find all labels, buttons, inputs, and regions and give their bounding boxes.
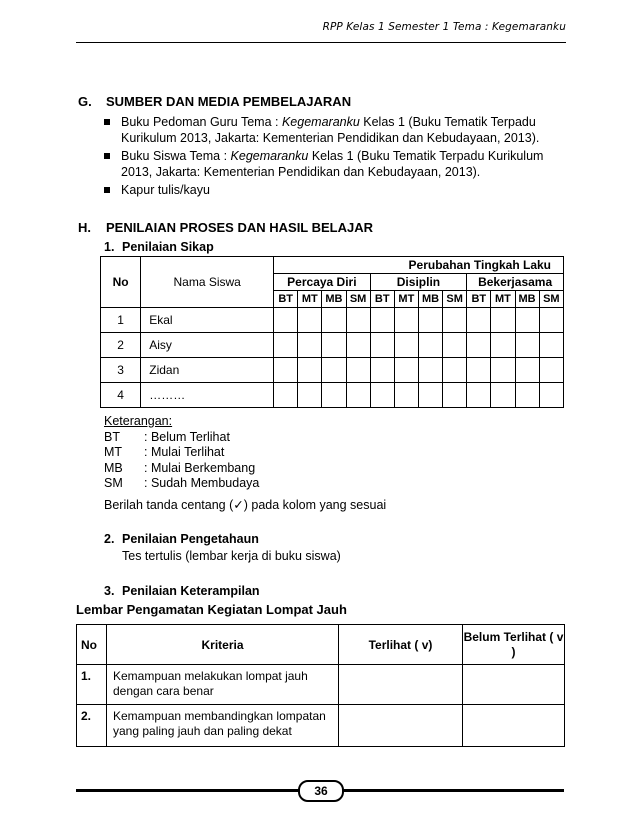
- header-level: BT: [370, 291, 394, 308]
- student-name: Aisy: [141, 333, 274, 358]
- check-cell[interactable]: [491, 333, 515, 358]
- check-cell[interactable]: [370, 358, 394, 383]
- skill-header-no: No: [77, 625, 107, 665]
- header-level: MB: [322, 291, 346, 308]
- table-row: [101, 333, 564, 358]
- resource-emphasis: Kegemaranku: [281, 115, 360, 129]
- check-cell[interactable]: [515, 308, 539, 333]
- check-cell[interactable]: [346, 358, 370, 383]
- table-row: [101, 383, 564, 408]
- running-header: RPP Kelas 1 Semester 1 Tema : Kegemaranku: [322, 21, 566, 33]
- check-cell[interactable]: [443, 333, 467, 358]
- resource-emphasis: Kegemaranku: [230, 149, 309, 163]
- skill-header-not-seen: Belum Terlihat ( v ): [463, 625, 565, 665]
- legend-item: [104, 445, 386, 461]
- header-level: MB: [418, 291, 442, 308]
- page-number: 36: [298, 780, 344, 802]
- legend-desc: : Mulai Berkembang: [144, 460, 256, 475]
- check-cell[interactable]: [467, 308, 491, 333]
- footer-rule-right: [338, 789, 564, 792]
- skill-seen-cell[interactable]: [339, 665, 463, 705]
- skill-row-no: 1.: [77, 665, 107, 705]
- check-cell[interactable]: [274, 358, 298, 383]
- check-cell[interactable]: [418, 383, 442, 408]
- header-level: BT: [467, 291, 491, 308]
- attitude-table-body: [101, 308, 564, 408]
- skill-not-seen-cell[interactable]: [463, 665, 565, 705]
- sub-heading-attitude: [104, 240, 214, 254]
- resource-item: [103, 114, 573, 146]
- legend-title: Keterangan:: [104, 414, 173, 428]
- check-cell[interactable]: [539, 383, 563, 408]
- legend-desc: : Sudah Membudaya: [144, 476, 260, 490]
- check-cell[interactable]: [322, 308, 346, 333]
- check-cell[interactable]: [443, 358, 467, 383]
- knowledge-description: Tes tertulis (lembar kerja di buku siswa): [122, 549, 341, 563]
- check-cell[interactable]: [491, 308, 515, 333]
- check-cell[interactable]: [298, 333, 322, 358]
- resource-item: [103, 148, 573, 180]
- skill-header-criteria: Kriteria: [107, 625, 339, 665]
- sub-heading-knowledge: [104, 532, 259, 546]
- skill-row-criteria: Kemampuan membandingkan lompatan yang paling jauh dan paling dekat: [107, 705, 339, 747]
- sub-number: 3.: [104, 584, 115, 598]
- skill-observation-table: [76, 624, 565, 747]
- check-cell[interactable]: [346, 333, 370, 358]
- check-cell[interactable]: [274, 333, 298, 358]
- resource-text: Kelas 1 (Buku Tematik Terpadu Kurikulum 2013, Jakarta: Kementerian Pendidikan dan Kebudayaan, 2013).: [121, 149, 544, 179]
- legend-item: [104, 430, 386, 446]
- header-level: SM: [346, 291, 370, 308]
- header-behavior-change: Perubahan Tingkah Laku: [274, 257, 564, 274]
- footer-rule-left: [76, 789, 300, 792]
- check-cell[interactable]: [322, 333, 346, 358]
- attitude-assessment-table: [100, 256, 564, 408]
- check-cell[interactable]: [515, 358, 539, 383]
- check-cell[interactable]: [298, 308, 322, 333]
- check-cell[interactable]: [539, 308, 563, 333]
- resource-text: Kelas 1 (Buku Tematik Terpadu Kurikulum 2013, Jakarta: Kementerian Pendidikan dan Kebudayaan, 2013).: [121, 115, 540, 145]
- header-rule: [76, 42, 566, 43]
- check-cell[interactable]: [370, 333, 394, 358]
- legend-abbr: MT: [104, 445, 123, 459]
- check-cell[interactable]: [298, 358, 322, 383]
- student-no: 4: [101, 383, 141, 408]
- skill-table-caption: Lembar Pengamatan Kegiatan Lompat Jauh: [76, 602, 347, 617]
- check-cell[interactable]: [394, 308, 418, 333]
- check-cell[interactable]: [443, 383, 467, 408]
- section-g-letter: G.: [78, 94, 92, 109]
- check-cell[interactable]: [274, 308, 298, 333]
- legend-block: [104, 414, 386, 513]
- check-cell[interactable]: [394, 333, 418, 358]
- legend-item: [104, 476, 386, 492]
- sub-title-text: Penilaian Pengetahaun: [122, 532, 259, 546]
- skill-not-seen-cell[interactable]: [463, 705, 565, 747]
- check-cell[interactable]: [539, 358, 563, 383]
- section-g-heading: SUMBER DAN MEDIA PEMBELAJARAN: [106, 94, 352, 109]
- skill-row-no: 2.: [77, 705, 107, 747]
- skill-header-seen: Terlihat ( v): [339, 625, 463, 665]
- check-cell[interactable]: [322, 358, 346, 383]
- sub-heading-skill: [104, 584, 260, 598]
- header-no: No: [101, 257, 141, 308]
- check-cell[interactable]: [370, 308, 394, 333]
- sub-number: 1.: [104, 240, 115, 254]
- section-h-title: [78, 220, 373, 235]
- header-level: SM: [539, 291, 563, 308]
- check-cell[interactable]: [467, 333, 491, 358]
- resource-list: [103, 114, 573, 200]
- skill-row-criteria: Kemampuan melakukan lompat jauh dengan cara benar: [107, 665, 339, 705]
- header-level: MT: [394, 291, 418, 308]
- check-cell[interactable]: [418, 308, 442, 333]
- header-group-percaya-diri: Percaya Diri: [274, 274, 371, 291]
- resource-text: Kapur tulis/kayu: [121, 183, 210, 197]
- check-cell[interactable]: [322, 383, 346, 408]
- check-cell[interactable]: [467, 358, 491, 383]
- header-level: BT: [274, 291, 298, 308]
- check-cell[interactable]: [491, 383, 515, 408]
- header-student-name: Nama Siswa: [141, 257, 274, 308]
- resource-text: Buku Pedoman Guru Tema :: [121, 115, 282, 129]
- resource-item: [103, 182, 573, 198]
- student-name: Zidan: [141, 358, 274, 383]
- check-cell[interactable]: [418, 358, 442, 383]
- legend-instruction: Berilah tanda centang (✓) pada kolom yang sesuai: [104, 497, 387, 512]
- header-level: MB: [515, 291, 539, 308]
- table-row: [77, 705, 565, 747]
- student-no: 3: [101, 358, 141, 383]
- check-cell[interactable]: [539, 333, 563, 358]
- legend-desc: : Belum Terlihat: [144, 429, 230, 444]
- sub-title-text: Penilaian Keterampilan: [122, 584, 260, 598]
- check-cell[interactable]: [515, 333, 539, 358]
- section-h-letter: H.: [78, 220, 91, 235]
- header-level: SM: [443, 291, 467, 308]
- check-cell[interactable]: [346, 308, 370, 333]
- legend-abbr: BT: [104, 429, 120, 444]
- header-level: MT: [491, 291, 515, 308]
- check-cell[interactable]: [394, 358, 418, 383]
- student-no: 2: [101, 333, 141, 358]
- skill-seen-cell[interactable]: [339, 705, 463, 747]
- check-cell[interactable]: [370, 383, 394, 408]
- resource-text: Buku Siswa Tema :: [121, 149, 231, 163]
- check-cell[interactable]: [394, 383, 418, 408]
- student-name: ………: [141, 383, 274, 408]
- check-cell[interactable]: [515, 383, 539, 408]
- legend-item: [104, 461, 386, 477]
- sub-title-text: Penilaian Sikap: [122, 240, 214, 254]
- student-no: 1: [101, 308, 141, 333]
- legend-abbr: MB: [104, 460, 123, 475]
- header-group-bekerjasama: Bekerjasama: [467, 274, 564, 291]
- legend-abbr: SM: [104, 476, 123, 490]
- check-cell[interactable]: [491, 358, 515, 383]
- section-h-heading: PENILAIAN PROSES DAN HASIL BELAJAR: [106, 220, 374, 235]
- student-name: Ekal: [141, 308, 274, 333]
- check-cell[interactable]: [418, 333, 442, 358]
- section-g-title: [78, 94, 351, 109]
- check-cell[interactable]: [467, 383, 491, 408]
- check-cell[interactable]: [346, 383, 370, 408]
- check-cell[interactable]: [298, 383, 322, 408]
- sub-number: 2.: [104, 532, 115, 546]
- legend-desc: : Mulai Terlihat: [144, 445, 225, 459]
- header-level: MT: [298, 291, 322, 308]
- check-cell[interactable]: [274, 383, 298, 408]
- header-group-disiplin: Disiplin: [370, 274, 467, 291]
- table-row: [77, 665, 565, 705]
- table-row: [101, 358, 564, 383]
- check-cell[interactable]: [443, 308, 467, 333]
- table-row: [101, 308, 564, 333]
